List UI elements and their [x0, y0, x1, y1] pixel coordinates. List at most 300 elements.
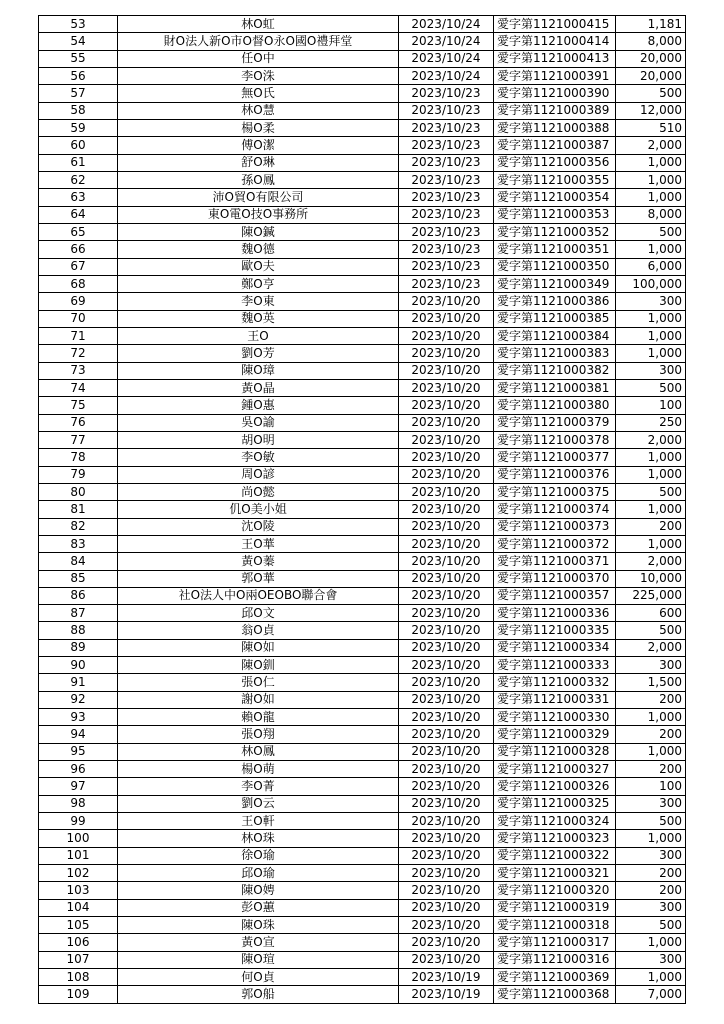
table-row	[39, 501, 686, 518]
donation-date-cell: 2023/10/20	[399, 882, 494, 899]
donation-date-cell: 2023/10/20	[399, 449, 494, 466]
amount-cell: 1,181	[616, 16, 686, 33]
donation-date-cell: 2023/10/20	[399, 743, 494, 760]
donor-name-cell: 賴O龍	[118, 709, 399, 726]
donor-name-cell: 徐O瑜	[118, 847, 399, 864]
receipt-number-cell: 愛字第1121000380	[494, 397, 616, 414]
amount-cell: 1,000	[616, 310, 686, 327]
table-row	[39, 483, 686, 500]
donor-name-cell: 沈O陵	[118, 518, 399, 535]
receipt-number-cell: 愛字第1121000356	[494, 154, 616, 171]
receipt-number-cell: 愛字第1121000390	[494, 85, 616, 102]
row-number-cell: 71	[39, 327, 118, 344]
amount-cell: 1,000	[616, 241, 686, 258]
donation-date-cell: 2023/10/20	[399, 483, 494, 500]
amount-cell: 1,000	[616, 709, 686, 726]
row-number-cell: 99	[39, 813, 118, 830]
receipt-number-cell: 愛字第1121000386	[494, 293, 616, 310]
donor-name-cell: 楊O柔	[118, 119, 399, 136]
table-row	[39, 449, 686, 466]
receipt-number-cell: 愛字第1121000320	[494, 882, 616, 899]
donor-name-cell: 林O虹	[118, 16, 399, 33]
row-number-cell: 68	[39, 275, 118, 292]
table-row	[39, 986, 686, 1003]
receipt-number-cell: 愛字第1121000373	[494, 518, 616, 535]
row-number-cell: 66	[39, 241, 118, 258]
amount-cell: 300	[616, 795, 686, 812]
receipt-number-cell: 愛字第1121000375	[494, 483, 616, 500]
receipt-number-cell: 愛字第1121000415	[494, 16, 616, 33]
row-number-cell: 70	[39, 310, 118, 327]
row-number-cell: 59	[39, 119, 118, 136]
donor-name-cell: 沛O貿O有限公司	[118, 189, 399, 206]
amount-cell: 8,000	[616, 33, 686, 50]
donor-name-cell: 郭O華	[118, 570, 399, 587]
amount-cell: 1,000	[616, 535, 686, 552]
donation-date-cell: 2023/10/20	[399, 795, 494, 812]
table-row	[39, 258, 686, 275]
table-row	[39, 657, 686, 674]
amount-cell: 10,000	[616, 570, 686, 587]
row-number-cell: 96	[39, 761, 118, 778]
receipt-number-cell: 愛字第1121000330	[494, 709, 616, 726]
amount-cell: 1,000	[616, 969, 686, 986]
receipt-number-cell: 愛字第1121000388	[494, 119, 616, 136]
donor-name-cell: 黃O晶	[118, 379, 399, 396]
donor-name-cell: 楊O萌	[118, 761, 399, 778]
amount-cell: 500	[616, 85, 686, 102]
amount-cell: 1,000	[616, 171, 686, 188]
table-row	[39, 743, 686, 760]
donor-name-cell: 陳O珠	[118, 917, 399, 934]
receipt-number-cell: 愛字第1121000353	[494, 206, 616, 223]
donor-name-cell: 林O鳳	[118, 743, 399, 760]
donor-name-cell: 吳O諭	[118, 414, 399, 431]
receipt-number-cell: 愛字第1121000319	[494, 899, 616, 916]
donor-name-cell: 仉O美小姐	[118, 501, 399, 518]
row-number-cell: 109	[39, 986, 118, 1003]
donation-date-cell: 2023/10/23	[399, 189, 494, 206]
table-row	[39, 778, 686, 795]
receipt-number-cell: 愛字第1121000414	[494, 33, 616, 50]
donor-name-cell: 傅O潔	[118, 137, 399, 154]
amount-cell: 2,000	[616, 431, 686, 448]
row-number-cell: 76	[39, 414, 118, 431]
row-number-cell: 102	[39, 865, 118, 882]
donor-name-cell: 陳O璋	[118, 362, 399, 379]
amount-cell: 600	[616, 605, 686, 622]
receipt-number-cell: 愛字第1121000331	[494, 691, 616, 708]
table-row	[39, 726, 686, 743]
table-row	[39, 674, 686, 691]
donor-name-cell: 劉O云	[118, 795, 399, 812]
table-row	[39, 865, 686, 882]
table-row	[39, 882, 686, 899]
receipt-number-cell: 愛字第1121000334	[494, 639, 616, 656]
table-row	[39, 154, 686, 171]
donor-name-cell: 魏O英	[118, 310, 399, 327]
table-row	[39, 813, 686, 830]
donor-name-cell: 李O洙	[118, 67, 399, 84]
receipt-number-cell: 愛字第1121000382	[494, 362, 616, 379]
row-number-cell: 73	[39, 362, 118, 379]
receipt-number-cell: 愛字第1121000324	[494, 813, 616, 830]
row-number-cell: 67	[39, 258, 118, 275]
row-number-cell: 95	[39, 743, 118, 760]
table-row	[39, 206, 686, 223]
row-number-cell: 98	[39, 795, 118, 812]
row-number-cell: 97	[39, 778, 118, 795]
row-number-cell: 88	[39, 622, 118, 639]
receipt-number-cell: 愛字第1121000381	[494, 379, 616, 396]
table-row	[39, 847, 686, 864]
row-number-cell: 104	[39, 899, 118, 916]
receipt-number-cell: 愛字第1121000352	[494, 223, 616, 240]
donation-date-cell: 2023/10/20	[399, 951, 494, 968]
donation-date-cell: 2023/10/23	[399, 258, 494, 275]
receipt-number-cell: 愛字第1121000336	[494, 605, 616, 622]
row-number-cell: 106	[39, 934, 118, 951]
amount-cell: 1,000	[616, 327, 686, 344]
donation-date-cell: 2023/10/20	[399, 657, 494, 674]
receipt-number-cell: 愛字第1121000376	[494, 466, 616, 483]
amount-cell: 500	[616, 379, 686, 396]
row-number-cell: 103	[39, 882, 118, 899]
donor-name-cell: 李O敏	[118, 449, 399, 466]
amount-cell: 500	[616, 813, 686, 830]
donor-name-cell: 郭O船	[118, 986, 399, 1003]
row-number-cell: 56	[39, 67, 118, 84]
receipt-number-cell: 愛字第1121000368	[494, 986, 616, 1003]
amount-cell: 1,000	[616, 154, 686, 171]
donation-date-cell: 2023/10/19	[399, 986, 494, 1003]
row-number-cell: 82	[39, 518, 118, 535]
donation-date-cell: 2023/10/20	[399, 605, 494, 622]
donation-date-cell: 2023/10/23	[399, 85, 494, 102]
donor-name-cell: 陳O如	[118, 639, 399, 656]
donation-date-cell: 2023/10/23	[399, 241, 494, 258]
table-row	[39, 761, 686, 778]
table-row	[39, 691, 686, 708]
table-row	[39, 397, 686, 414]
table-row	[39, 85, 686, 102]
donor-name-cell: 翁O貞	[118, 622, 399, 639]
table-row	[39, 570, 686, 587]
row-number-cell: 79	[39, 466, 118, 483]
donation-date-cell: 2023/10/20	[399, 899, 494, 916]
donation-date-cell: 2023/10/23	[399, 154, 494, 171]
donor-name-cell: 張O仁	[118, 674, 399, 691]
row-number-cell: 89	[39, 639, 118, 656]
amount-cell: 100	[616, 397, 686, 414]
amount-cell: 300	[616, 847, 686, 864]
row-number-cell: 107	[39, 951, 118, 968]
donor-name-cell: 邱O瑜	[118, 865, 399, 882]
amount-cell: 300	[616, 657, 686, 674]
receipt-number-cell: 愛字第1121000354	[494, 189, 616, 206]
table-row	[39, 899, 686, 916]
donation-date-cell: 2023/10/24	[399, 16, 494, 33]
donor-name-cell: 胡O明	[118, 431, 399, 448]
amount-cell: 200	[616, 761, 686, 778]
row-number-cell: 55	[39, 50, 118, 67]
amount-cell: 1,000	[616, 830, 686, 847]
row-number-cell: 90	[39, 657, 118, 674]
row-number-cell: 65	[39, 223, 118, 240]
row-number-cell: 58	[39, 102, 118, 119]
amount-cell: 510	[616, 119, 686, 136]
table-row	[39, 362, 686, 379]
donor-name-cell: 尚O懿	[118, 483, 399, 500]
table-row	[39, 917, 686, 934]
amount-cell: 500	[616, 622, 686, 639]
donation-date-cell: 2023/10/20	[399, 501, 494, 518]
amount-cell: 200	[616, 865, 686, 882]
row-number-cell: 80	[39, 483, 118, 500]
table-row	[39, 189, 686, 206]
receipt-number-cell: 愛字第1121000372	[494, 535, 616, 552]
amount-cell: 1,000	[616, 934, 686, 951]
receipt-number-cell: 愛字第1121000351	[494, 241, 616, 258]
donor-name-cell: 無O氏	[118, 85, 399, 102]
donation-date-cell: 2023/10/20	[399, 934, 494, 951]
donation-date-cell: 2023/10/24	[399, 33, 494, 50]
row-number-cell: 61	[39, 154, 118, 171]
amount-cell: 300	[616, 362, 686, 379]
table-row	[39, 639, 686, 656]
row-number-cell: 94	[39, 726, 118, 743]
table-row	[39, 709, 686, 726]
amount-cell: 1,000	[616, 189, 686, 206]
donation-date-cell: 2023/10/20	[399, 709, 494, 726]
donation-date-cell: 2023/10/20	[399, 553, 494, 570]
donor-name-cell: 劉O芳	[118, 345, 399, 362]
receipt-number-cell: 愛字第1121000391	[494, 67, 616, 84]
donation-date-cell: 2023/10/20	[399, 293, 494, 310]
table-row	[39, 379, 686, 396]
row-number-cell: 93	[39, 709, 118, 726]
donation-date-cell: 2023/10/20	[399, 865, 494, 882]
table-row	[39, 587, 686, 604]
donor-name-cell: 鍾O惠	[118, 397, 399, 414]
receipt-number-cell: 愛字第1121000377	[494, 449, 616, 466]
row-number-cell: 81	[39, 501, 118, 518]
table-row	[39, 466, 686, 483]
row-number-cell: 86	[39, 587, 118, 604]
donor-name-cell: 東O電O技O事務所	[118, 206, 399, 223]
donor-name-cell: 彭O蕙	[118, 899, 399, 916]
receipt-number-cell: 愛字第1121000349	[494, 275, 616, 292]
row-number-cell: 91	[39, 674, 118, 691]
receipt-number-cell: 愛字第1121000327	[494, 761, 616, 778]
table-row	[39, 102, 686, 119]
donor-name-cell: 王O華	[118, 535, 399, 552]
amount-cell: 500	[616, 223, 686, 240]
donation-date-cell: 2023/10/24	[399, 67, 494, 84]
row-number-cell: 69	[39, 293, 118, 310]
table-row	[39, 518, 686, 535]
row-number-cell: 100	[39, 830, 118, 847]
donor-name-cell: 何O貞	[118, 969, 399, 986]
receipt-number-cell: 愛字第1121000355	[494, 171, 616, 188]
row-number-cell: 87	[39, 605, 118, 622]
amount-cell: 12,000	[616, 102, 686, 119]
donation-date-cell: 2023/10/20	[399, 570, 494, 587]
receipt-number-cell: 愛字第1121000383	[494, 345, 616, 362]
row-number-cell: 78	[39, 449, 118, 466]
receipt-number-cell: 愛字第1121000332	[494, 674, 616, 691]
amount-cell: 8,000	[616, 206, 686, 223]
donor-name-cell: 任O中	[118, 50, 399, 67]
amount-cell: 500	[616, 917, 686, 934]
donation-date-cell: 2023/10/23	[399, 137, 494, 154]
receipt-number-cell: 愛字第1121000328	[494, 743, 616, 760]
receipt-number-cell: 愛字第1121000387	[494, 137, 616, 154]
row-number-cell: 101	[39, 847, 118, 864]
receipt-number-cell: 愛字第1121000379	[494, 414, 616, 431]
amount-cell: 200	[616, 518, 686, 535]
donation-date-cell: 2023/10/20	[399, 778, 494, 795]
receipt-number-cell: 愛字第1121000325	[494, 795, 616, 812]
amount-cell: 200	[616, 726, 686, 743]
donation-date-cell: 2023/10/20	[399, 639, 494, 656]
table-row	[39, 16, 686, 33]
receipt-number-cell: 愛字第1121000374	[494, 501, 616, 518]
donation-date-cell: 2023/10/20	[399, 535, 494, 552]
table-row	[39, 830, 686, 847]
donor-name-cell: 黃O宣	[118, 934, 399, 951]
table-row	[39, 223, 686, 240]
amount-cell: 20,000	[616, 50, 686, 67]
donor-name-cell: 陳O鍼	[118, 223, 399, 240]
amount-cell: 200	[616, 691, 686, 708]
donor-name-cell: 王O	[118, 327, 399, 344]
row-number-cell: 63	[39, 189, 118, 206]
donation-date-cell: 2023/10/20	[399, 518, 494, 535]
donor-name-cell: 張O翔	[118, 726, 399, 743]
row-number-cell: 57	[39, 85, 118, 102]
donation-table	[38, 15, 686, 1004]
receipt-number-cell: 愛字第1121000357	[494, 587, 616, 604]
amount-cell: 300	[616, 293, 686, 310]
row-number-cell: 53	[39, 16, 118, 33]
table-row	[39, 241, 686, 258]
table-row	[39, 33, 686, 50]
row-number-cell: 108	[39, 969, 118, 986]
table-row	[39, 345, 686, 362]
receipt-number-cell: 愛字第1121000389	[494, 102, 616, 119]
table-row	[39, 293, 686, 310]
donor-name-cell: 魏O德	[118, 241, 399, 258]
amount-cell: 300	[616, 899, 686, 916]
donation-date-cell: 2023/10/20	[399, 397, 494, 414]
donor-name-cell: 黃O蓁	[118, 553, 399, 570]
amount-cell: 2,000	[616, 553, 686, 570]
receipt-number-cell: 愛字第1121000326	[494, 778, 616, 795]
row-number-cell: 84	[39, 553, 118, 570]
receipt-number-cell: 愛字第1121000318	[494, 917, 616, 934]
donation-date-cell: 2023/10/23	[399, 119, 494, 136]
row-number-cell: 85	[39, 570, 118, 587]
donation-date-cell: 2023/10/20	[399, 622, 494, 639]
donor-name-cell: 林O慧	[118, 102, 399, 119]
row-number-cell: 92	[39, 691, 118, 708]
receipt-number-cell: 愛字第1121000384	[494, 327, 616, 344]
table-row	[39, 310, 686, 327]
donation-date-cell: 2023/10/20	[399, 466, 494, 483]
amount-cell: 1,000	[616, 501, 686, 518]
donation-date-cell: 2023/10/20	[399, 761, 494, 778]
amount-cell: 2,000	[616, 137, 686, 154]
donor-name-cell: 社O法人中O兩OEOBO聯合會	[118, 587, 399, 604]
row-number-cell: 60	[39, 137, 118, 154]
donation-date-cell: 2023/10/20	[399, 917, 494, 934]
table-row	[39, 605, 686, 622]
row-number-cell: 72	[39, 345, 118, 362]
donation-date-cell: 2023/10/20	[399, 813, 494, 830]
donation-date-cell: 2023/10/20	[399, 691, 494, 708]
receipt-number-cell: 愛字第1121000317	[494, 934, 616, 951]
amount-cell: 2,000	[616, 639, 686, 656]
donor-name-cell: 鄭O亨	[118, 275, 399, 292]
donation-date-cell: 2023/10/19	[399, 969, 494, 986]
row-number-cell: 105	[39, 917, 118, 934]
amount-cell: 1,500	[616, 674, 686, 691]
donor-name-cell: 孫O鳳	[118, 171, 399, 188]
donor-name-cell: 舒O琳	[118, 154, 399, 171]
donation-date-cell: 2023/10/20	[399, 362, 494, 379]
table-row	[39, 553, 686, 570]
donation-date-cell: 2023/10/23	[399, 171, 494, 188]
table-row	[39, 414, 686, 431]
donation-date-cell: 2023/10/23	[399, 275, 494, 292]
donor-name-cell: 陳O瑄	[118, 951, 399, 968]
donor-name-cell: 邱O文	[118, 605, 399, 622]
row-number-cell: 83	[39, 535, 118, 552]
receipt-number-cell: 愛字第1121000371	[494, 553, 616, 570]
receipt-number-cell: 愛字第1121000316	[494, 951, 616, 968]
amount-cell: 1,000	[616, 466, 686, 483]
donor-name-cell: 李O東	[118, 293, 399, 310]
row-number-cell: 62	[39, 171, 118, 188]
row-number-cell: 74	[39, 379, 118, 396]
amount-cell: 200	[616, 882, 686, 899]
row-number-cell: 54	[39, 33, 118, 50]
donor-name-cell: 周O諺	[118, 466, 399, 483]
donation-date-cell: 2023/10/20	[399, 431, 494, 448]
table-row	[39, 431, 686, 448]
table-row	[39, 171, 686, 188]
amount-cell: 250	[616, 414, 686, 431]
donor-name-cell: 陳O釧	[118, 657, 399, 674]
donation-date-cell: 2023/10/23	[399, 102, 494, 119]
receipt-number-cell: 愛字第1121000322	[494, 847, 616, 864]
donor-name-cell: 謝O如	[118, 691, 399, 708]
amount-cell: 100,000	[616, 275, 686, 292]
table-body	[39, 16, 686, 1004]
table-row	[39, 275, 686, 292]
table-row	[39, 535, 686, 552]
table-row	[39, 67, 686, 84]
donation-date-cell: 2023/10/20	[399, 847, 494, 864]
receipt-number-cell: 愛字第1121000378	[494, 431, 616, 448]
amount-cell: 6,000	[616, 258, 686, 275]
donation-date-cell: 2023/10/20	[399, 327, 494, 344]
receipt-number-cell: 愛字第1121000329	[494, 726, 616, 743]
amount-cell: 300	[616, 951, 686, 968]
table-row	[39, 137, 686, 154]
donor-name-cell: 財O法人新O市O督O永O國O禮拜堂	[118, 33, 399, 50]
